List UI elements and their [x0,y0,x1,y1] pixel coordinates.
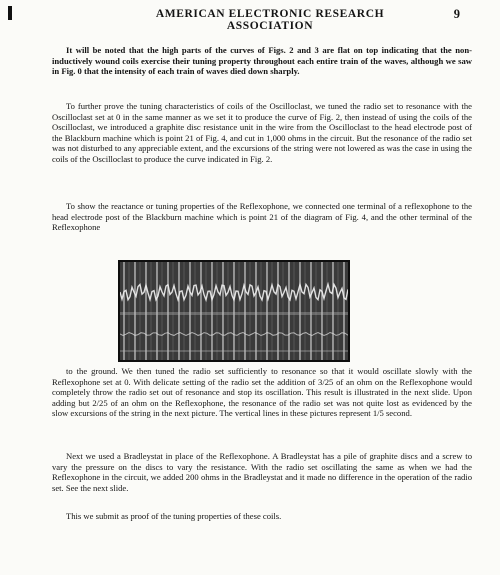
paragraph-3: To show the reactance or tuning properties of the Reflexophone, we connected one terminal of a reflexophone to the head electrode post of the Blackburn machine which is point 21 of the diagram of Fig. 4, and the other terminal of the Reflexophone [52,201,472,233]
paragraph-2: To further prove the tuning characteristics of coils of the Oscilloclast, we tuned the radio set to resonance with the Oscilloclast set at 0 in the same manner as we set it to produce the curve of Fig. 2, then instead of using the coils of the Oscilloclast, we introduced a graphite disc resistance unit in the wire from the Oscilloclast to the head electrode post of the Blackburn machine which is point 21 of Fig. 4, and cut in 1,000 ohms in the circuit. But the resonance of the radio set was not disturbed to any appreciable extent, and the excursions of the string were not lowered as was the case in using the coils of the Oscilloclast to produce the curve indicated in Fig. 2. [52,101,472,164]
page-number: 9 [453,7,460,21]
page-edge-mark [8,6,12,20]
paragraph-6: This we submit as proof of the tuning properties of these coils. [66,511,282,521]
paragraph-1: It will be noted that the high parts of the curves of Figs. 2 and 3 are flat on top indicating that the non-inductively wound coils exercise their tuning property throughout each entire train of the waves, although we saw in Fig. 0 that the intensity of each train of waves died down sharply. [52,45,472,77]
horizontal-band [120,312,348,315]
paragraph-5: Next we used a Bradleystat in place of the Reflexophone. A Bradleystat has a pile of graphite discs and a screw to vary the pressure on the discs to vary the resistance. With the radio set oscillating the same as when we had the Reflexophone in the circuit, we added 200 ohms in the Bradleystat and it made no difference in the operation of the radio set. See the next slide. [52,451,472,493]
oscillograph-figure [118,260,350,362]
horizontal-band [120,350,348,352]
paragraph-4: to the ground. We then tuned the radio set sufficiently to resonance so that it would oscillate slowly with the Reflexophone set at 0. With delicate setting of the radio set the addition of 3/25 of an ohm on the Reflexophone would completely throw the radio set out of resonance and stop its oscillation. This result is illustrated in the next slide. Upon adding but 2/25 of an ohm on the Reflexophone, the resonance of the radio set was not quite lost as evidenced by the slow excursions of the string in the next picture. The vertical lines in these pictures represent 1/5 second. [52,366,472,419]
page-header [40,5,460,32]
journal-title: AMERICAN ELECTRONIC RESEARCH ASSOCIATION [155,8,385,32]
